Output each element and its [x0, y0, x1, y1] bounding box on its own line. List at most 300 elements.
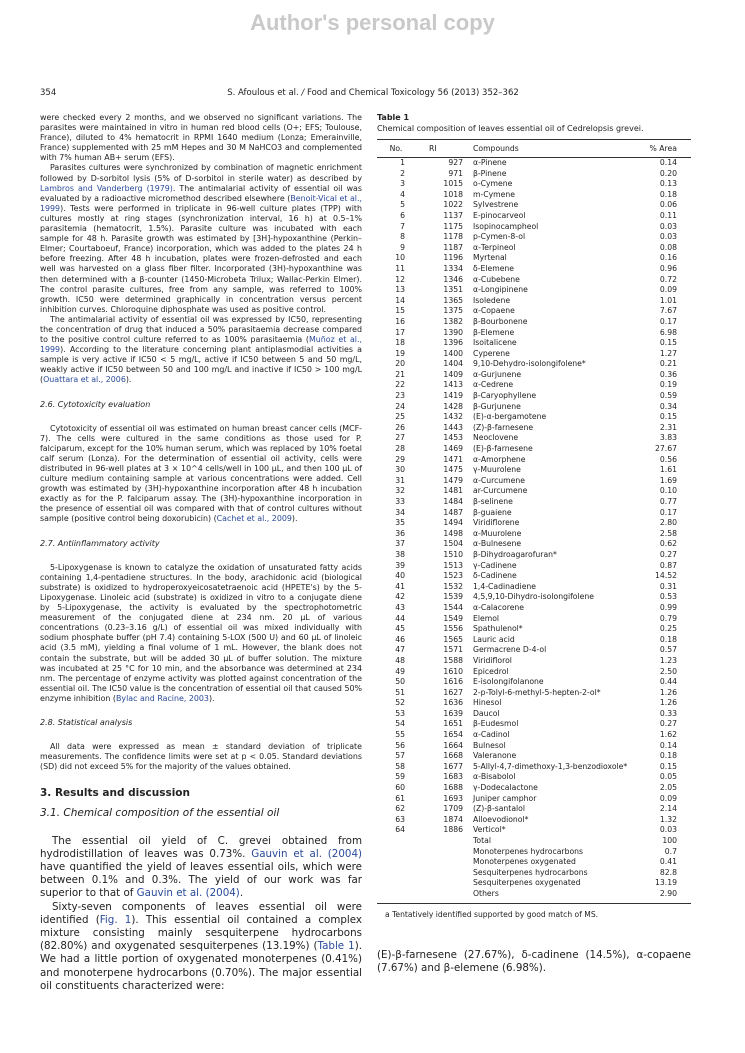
- cell-ri: 1400: [443, 348, 463, 358]
- cell-ri: 1544: [443, 602, 463, 612]
- cell-area: 0.03: [659, 232, 677, 242]
- cell-compound: α-Muurolene: [473, 528, 522, 538]
- table-row: [377, 444, 691, 455]
- cell-area: 0.14: [659, 158, 677, 167]
- cell-no: 51: [395, 687, 405, 697]
- totals-label: Total: [473, 836, 491, 845]
- table-row: [377, 211, 691, 222]
- totals-value: 82.8: [659, 867, 677, 877]
- cell-no: 4: [400, 189, 405, 199]
- cell-no: 15: [395, 306, 405, 316]
- cell-ri: 1409: [443, 369, 463, 379]
- cell-ri: 1664: [443, 740, 463, 750]
- cell-no: 5: [400, 200, 405, 210]
- cell-area: 2.80: [659, 518, 677, 528]
- cell-compound: β-guaiene: [473, 507, 512, 517]
- cell-compound: Daucol: [473, 708, 500, 718]
- cell-ri: 1651: [443, 719, 463, 729]
- cell-area: 0.53: [659, 592, 677, 602]
- cell-compound: Isoitalicene: [473, 338, 517, 348]
- cell-area: 1.27: [659, 348, 677, 358]
- table-row: [377, 264, 691, 275]
- table-rule: [377, 903, 691, 904]
- table-row: [377, 370, 691, 381]
- cell-ri: 1178: [443, 232, 463, 242]
- cell-compound: γ-Muurolene: [473, 465, 521, 475]
- cell-ri: 1443: [443, 422, 463, 432]
- table-row: [377, 285, 691, 296]
- cell-ri: 1610: [443, 666, 463, 676]
- section-heading: 3. Results and discussion: [40, 787, 190, 800]
- cell-compound: 4,5,9,10-Dihydro-isolongifolene: [473, 592, 594, 602]
- cell-no: 60: [395, 783, 405, 793]
- table-row: [377, 306, 691, 317]
- cell-ri: 1187: [443, 242, 463, 252]
- cell-empty: [423, 847, 473, 858]
- cell-compound: β-Bourbonene: [473, 316, 528, 326]
- table-link[interactable]: Table 1: [317, 940, 355, 953]
- cell-ri: 1175: [443, 221, 463, 231]
- cell-no: 27: [395, 433, 405, 443]
- table-caption: Chemical composition of leaves essential oil of Cedrelopsis grevei.: [377, 124, 644, 133]
- cell-no: 46: [395, 634, 405, 644]
- cell-ri: 1484: [443, 497, 463, 506]
- cell-ri: 1346: [443, 274, 463, 284]
- citation-link[interactable]: Ouattara et al., 2006: [43, 375, 126, 385]
- cell-compound: α-Curcumene: [473, 475, 525, 485]
- cell-area: 0.59: [659, 391, 677, 401]
- figure-link[interactable]: Fig. 1: [99, 913, 132, 926]
- cell-compound: α-Calacorene: [473, 602, 525, 612]
- cell-ri: 1419: [443, 391, 463, 401]
- cell-area: 0.96: [659, 263, 677, 273]
- citation-link[interactable]: Bylac and Racine, 2003: [116, 693, 209, 703]
- cell-ri: 1636: [443, 698, 463, 708]
- cell-compound: β-Elemene: [473, 327, 515, 337]
- paragraph: 5-Lipoxygenase is known to catalyze the oxidation of unsaturated fatty acids containing 1,4-pentadiene structures. In the body, arachidonic acid (biological substrate) is oxidized to hydroperoxyeicosatetraenoic acid (HPETE's) by the 5-Lipoxygenase. Linoleic acid (substrate) is oxidized in vitro to a conjugate diene by 5-Lipoxygenase, the activity is evaluated by the spectrophotometric measurement of the conjugated diene at 234 nm. 20 μL of various concentrations (0.23–3.16 g/L) of essential oil was mixed individually with sodium phosphate buffer (pH 7.4) containing 5-LOX (500 U) and 60 μL of linoleic acid (3.5 mM), yielding a final volume of 1 mL. However, the blank does not contain the substrate, but will be added 30 μL of buffer solution. The mixture was incubated at 25 °C for 10 min, and the absorbance was determined at 234 nm. The percentage of enzyme activity was plotted against concentration of the essential oil. The IC50 value is the concentration of essential oil that caused 50% enzyme inhibition (Bylac and Racine, 2003).: [40, 562, 362, 703]
- cell-ri: 1428: [443, 401, 463, 411]
- table-row: [377, 582, 691, 593]
- table-row: [377, 476, 691, 487]
- totals-label: Sesquiterpenes oxygenated: [473, 878, 581, 888]
- cell-compound: β-selinene: [473, 497, 513, 506]
- table-row: [377, 179, 691, 190]
- left-column: [40, 113, 362, 993]
- cell-ri: 1404: [443, 359, 463, 369]
- cell-compound: α-Terpineol: [473, 242, 516, 252]
- cell-ri: 1498: [443, 528, 463, 538]
- cell-compound: o-Cymene: [473, 179, 513, 189]
- table-row: [377, 169, 691, 180]
- cell-area: 0.08: [659, 242, 677, 252]
- cell-area: 0.19: [659, 380, 677, 390]
- table-row: [377, 677, 691, 688]
- cell-no: 32: [395, 486, 405, 496]
- cell-area: 2.58: [659, 528, 677, 538]
- cell-no: 30: [395, 465, 405, 475]
- paragraph: were checked every 2 months, and we observed no significant variations. The parasites were maintained in vitro in human red blood cells (O+; EFS; Toulouse, France), diluted to 4% hematocrit in RPMI 1640 medium (Lonza; Emerainville, France) supplemented with 25 mM Hepes and 30 M NaHCO3 and complemented with 7% human AB+ serum (EFS).: [40, 113, 362, 163]
- cell-no: 25: [395, 412, 405, 422]
- cell-compound: β-Pinene: [473, 168, 507, 178]
- section-heading: 2.7. Antiinflammatory activity: [40, 538, 160, 548]
- cell-ri: 1886: [443, 825, 463, 835]
- cell-no: 31: [395, 475, 405, 485]
- table-row: [377, 709, 691, 720]
- col-header-ri: RI: [423, 140, 473, 158]
- totals-value: 2.90: [659, 888, 677, 898]
- cell-ri: 1668: [443, 751, 463, 761]
- cell-area: 0.25: [659, 624, 677, 634]
- cell-ri: 1196: [443, 253, 463, 263]
- table-row: [377, 772, 691, 783]
- cell-compound: 5-Allyl-4,7-dimethoxy-1,3-benzodioxole*: [473, 761, 628, 771]
- cell-no: 34: [395, 507, 405, 517]
- cell-compound: α-Longipinene: [473, 285, 528, 295]
- cell-no: 48: [395, 655, 405, 665]
- cell-compound: 1,4-Cadinadiene: [473, 581, 537, 591]
- cell-empty: [377, 857, 423, 868]
- cell-compound: 9,10-Dehydro-isolongifolene*: [473, 359, 586, 369]
- citation-link[interactable]: Lambros and Vanderberg (1979): [40, 183, 173, 193]
- cell-area: 0.87: [659, 560, 677, 570]
- journal-reference: S. Afoulous et al. / Food and Chemical Toxicology 56 (2013) 352–362: [227, 88, 519, 98]
- cell-ri: 1571: [443, 645, 463, 655]
- cell-compound: Cyperene: [473, 348, 510, 358]
- table-row: [377, 667, 691, 678]
- cell-compound: Germacrene D-4-ol: [473, 645, 547, 655]
- table-row: [377, 804, 691, 815]
- cell-compound: Verticol*: [473, 825, 506, 835]
- cell-compound: Spathulenol*: [473, 624, 523, 634]
- table-row: [377, 338, 691, 349]
- cell-ri: 1479: [443, 475, 463, 485]
- section-heading: 2.8. Statistical analysis: [40, 717, 133, 727]
- cell-no: 38: [395, 549, 405, 559]
- table-row: [377, 624, 691, 635]
- cell-compound: δ-Elemene: [473, 263, 515, 273]
- cell-empty: [377, 868, 423, 879]
- cell-no: 61: [395, 793, 405, 803]
- table-row: [377, 539, 691, 550]
- cell-compound: Bulnesol: [473, 740, 506, 750]
- cell-area: 0.56: [659, 454, 677, 464]
- cell-area: 2.31: [659, 422, 677, 432]
- paragraph: Cytotoxicity of essential oil was estimated on human breast cancer cells (MCF-7). The cells were cultured in the same conditions as those used for P. falciparum, except for the 10% human serum, which was replaced by 10% foetal calf serum (Lonza). For the determination of essential oil activity, cells were distributed in 96-well plates at 3 × 10^4 cells/well in 100 μL, and then 100 μL of culture medium containing sample at various concentrations were added. Cell growth was estimated by (3H)-hypoxanthine incorporation after 48 h incubation exactly as for the P. falciparum assay. The (3H)-hypoxanthine incorporation in the presence of essential oil was compared with that of control cultures without sample (positive control being doxorubicin) (Cachet et al., 2009).: [40, 423, 362, 524]
- section-heading: 3.1. Chemical composition of the essential oil: [40, 807, 280, 820]
- totals-label: Monoterpenes hydrocarbons: [473, 846, 584, 856]
- cell-no: 10: [395, 253, 405, 263]
- cell-no: 17: [395, 327, 405, 337]
- cell-ri: 1549: [443, 613, 463, 623]
- cell-no: 47: [395, 645, 405, 655]
- table-row: [377, 317, 691, 328]
- cell-compound: Viridiflorol: [473, 655, 512, 665]
- cell-no: 57: [395, 751, 405, 761]
- cell-area: 0.33: [659, 708, 677, 718]
- col-header-no: No.: [377, 140, 423, 158]
- page-number: 354: [40, 88, 57, 98]
- table-row: [377, 349, 691, 360]
- cell-compound: α-Gurjunene: [473, 369, 522, 379]
- table-row: [377, 815, 691, 826]
- cell-area: 0.05: [659, 772, 677, 782]
- citation-link[interactable]: Muñoz et al., 1999: [40, 335, 362, 355]
- table-row: [377, 635, 691, 646]
- cell-area: 0.31: [659, 581, 677, 591]
- cell-area: 0.57: [659, 645, 677, 655]
- totals-label: Sesquiterpenes hydrocarbons: [473, 867, 588, 877]
- paragraph: The antimalarial activity of essential oil was expressed by IC50, representing the concentration of drug that induced a 50% parasitaemia decrease compared to the positive control culture referred to as 100% parasitaemia (Muñoz et al., 1999). According to the literature concerning plant antiplasmodial activities a sample is very active if IC50 < 5 mg/L, active if IC50 between 5 and 50 mg/L, weakly active if IC50 between 50 and 100 mg/L and inactive if IC50 > 100 mg/L (Ouattara et al., 2006).: [40, 314, 362, 385]
- totals-value: 0.7: [664, 846, 677, 856]
- cell-area: 0.44: [659, 677, 677, 687]
- cell-no: 9: [400, 242, 405, 252]
- totals-value: 13.19: [654, 878, 677, 888]
- table-row: [377, 614, 691, 625]
- cell-area: 14.52: [654, 571, 677, 581]
- cell-area: 2.05: [659, 783, 677, 793]
- table-row: [377, 571, 691, 582]
- cell-area: 0.18: [659, 189, 677, 199]
- table-row: [377, 412, 691, 423]
- cell-ri: 1351: [443, 285, 463, 295]
- cell-compound: (Z)-β-santalol: [473, 804, 526, 814]
- cell-ri: 1513: [443, 560, 463, 570]
- cell-area: 27.67: [654, 444, 677, 454]
- table-row: [377, 423, 691, 434]
- table-row: [377, 497, 691, 508]
- table-row: [377, 402, 691, 413]
- cell-no: 49: [395, 666, 405, 676]
- cell-area: 0.72: [659, 274, 677, 284]
- table-row: [377, 688, 691, 699]
- cell-no: 33: [395, 497, 405, 506]
- table-row: [377, 741, 691, 752]
- cell-compound: α-Pinene: [473, 158, 507, 167]
- cell-empty: [377, 836, 423, 847]
- cell-no: 12: [395, 274, 405, 284]
- cell-empty: [377, 889, 423, 900]
- cell-area: 0.79: [659, 613, 677, 623]
- table-row: [377, 222, 691, 233]
- cell-compound: α-Copaene: [473, 306, 515, 316]
- cell-ri: 1693: [443, 793, 463, 803]
- cell-empty: [423, 836, 473, 847]
- cell-ri: 1022: [443, 200, 463, 210]
- cell-compound: E-isolongifolanone: [473, 677, 544, 687]
- cell-area: 0.21: [659, 359, 677, 369]
- table-row: [377, 253, 691, 264]
- cell-compound: (Z)-β-farnesene: [473, 422, 534, 432]
- cell-compound: γ-Cadinene: [473, 560, 517, 570]
- cell-ri: 1510: [443, 549, 463, 559]
- citation-link[interactable]: Gauvin et al. (2004): [251, 847, 363, 860]
- cell-no: 29: [395, 454, 405, 464]
- cell-ri: 1709: [443, 804, 463, 814]
- table-row: [377, 794, 691, 805]
- citation-link[interactable]: Cachet et al., 2009: [216, 514, 292, 524]
- cell-no: 24: [395, 401, 405, 411]
- paragraph: The essential oil yield of C. grevei obtained from hydrodistillation of leaves was 0.73%. Gauvin et al. (2004) have quantified the yield of leaves essential oils, which were between 0.1% and 0.3%. The yield of our work was far superior to that of Gauvin et al. (2004).: [40, 834, 363, 900]
- table-row: [377, 762, 691, 773]
- cell-ri: 971: [448, 168, 463, 178]
- cell-no: 7: [400, 221, 405, 231]
- table-row: [377, 200, 691, 211]
- citation-link[interactable]: Benoit-Vical et al., 1999: [40, 193, 363, 213]
- cell-no: 23: [395, 391, 405, 401]
- cell-area: 1.26: [659, 698, 677, 708]
- cell-no: 39: [395, 560, 405, 570]
- cell-no: 1: [400, 158, 405, 167]
- cell-area: 0.77: [659, 497, 677, 506]
- table-row: [377, 391, 691, 402]
- cell-area: 0.99: [659, 602, 677, 612]
- cell-empty: [423, 868, 473, 879]
- cell-ri: 1627: [443, 687, 463, 697]
- cell-compound: Alloevodionol*: [473, 814, 529, 824]
- table-row: [377, 158, 691, 169]
- cell-no: 14: [395, 295, 405, 305]
- cell-compound: Viridiflorene: [473, 518, 520, 528]
- cell-no: 53: [395, 708, 405, 718]
- cell-compound: ar-Curcumene: [473, 486, 528, 496]
- cell-compound: Valeranone: [473, 751, 517, 761]
- cell-area: 0.20: [659, 168, 677, 178]
- cell-no: 58: [395, 761, 405, 771]
- cell-area: 1.69: [659, 475, 677, 485]
- cell-ri: 1018: [443, 189, 463, 199]
- authors: S. Afoulous et al.: [227, 88, 299, 98]
- cell-no: 18: [395, 338, 405, 348]
- cell-compound: (E)-α-bergamotene: [473, 412, 547, 422]
- cell-area: 6.98: [659, 327, 677, 337]
- cell-area: 0.06: [659, 200, 677, 210]
- cell-no: 11: [395, 263, 405, 273]
- cell-ri: 1565: [443, 634, 463, 644]
- table-row: [377, 751, 691, 762]
- table-row: [377, 719, 691, 730]
- cell-area: 1.26: [659, 687, 677, 697]
- cell-no: 26: [395, 422, 405, 432]
- cell-ri: 1396: [443, 338, 463, 348]
- cell-compound: β-Gurjunene: [473, 401, 521, 411]
- cell-area: 0.11: [659, 210, 677, 220]
- cell-compound: Hinesol: [473, 698, 502, 708]
- cell-ri: 1432: [443, 412, 463, 422]
- cell-empty: [377, 878, 423, 889]
- totals-label: Others: [473, 888, 499, 898]
- section-heading: 2.6. Cytotoxicity evaluation: [40, 399, 151, 409]
- cell-compound: E-pinocarveol: [473, 210, 526, 220]
- cell-no: 28: [395, 444, 405, 454]
- cell-area: 7.67: [659, 306, 677, 316]
- cell-no: 13: [395, 285, 405, 295]
- cell-area: 1.01: [659, 295, 677, 305]
- cell-area: 0.36: [659, 369, 677, 379]
- cell-area: 0.15: [659, 412, 677, 422]
- cell-area: 2.14: [659, 804, 677, 814]
- table-row: [377, 328, 691, 339]
- table-row: [377, 592, 691, 603]
- cell-compound: α-Amorphene: [473, 454, 526, 464]
- cell-no: 21: [395, 369, 405, 379]
- cell-area: 0.03: [659, 221, 677, 231]
- cell-compound: Elemol: [473, 613, 500, 623]
- watermark: Author's personal copy: [250, 10, 495, 35]
- paragraph: All data were expressed as mean ± standard deviation of triplicate measurements. The confidence limits were set at p < 0.05. Standard deviations (SD) did not exceed 5% for the majority of the values obtained.: [40, 742, 362, 772]
- cell-empty: [423, 878, 473, 889]
- cell-area: 0.14: [659, 740, 677, 750]
- cell-no: 64: [395, 825, 405, 835]
- table-row: [377, 561, 691, 572]
- cell-area: 0.09: [659, 793, 677, 803]
- cell-area: 0.15: [659, 338, 677, 348]
- table-row: [377, 730, 691, 741]
- cell-ri: 1539: [443, 592, 463, 602]
- cell-no: 19: [395, 348, 405, 358]
- cell-area: 0.18: [659, 634, 677, 644]
- table-row: [377, 243, 691, 254]
- table-footnote: a Tentatively identified supported by good match of MS.: [385, 909, 599, 919]
- cell-ri: 1382: [443, 316, 463, 326]
- cell-no: 44: [395, 613, 405, 623]
- table-row: [377, 698, 691, 709]
- table-row: [377, 825, 691, 836]
- table-row: [377, 433, 691, 444]
- cell-compound: Myrtenal: [473, 253, 507, 263]
- table-row: [377, 550, 691, 561]
- totals-row: [377, 857, 691, 868]
- cell-compound: β-Dihydroagarofuran*: [473, 549, 557, 559]
- cell-compound: Neoclovene: [473, 433, 519, 443]
- totals-row: [377, 868, 691, 879]
- cell-compound: (E)-β-farnesene: [473, 444, 533, 454]
- cell-area: 0.16: [659, 253, 677, 263]
- totals-value: 0.41: [659, 857, 677, 867]
- cell-area: 0.34: [659, 401, 677, 411]
- cell-no: 43: [395, 602, 405, 612]
- cell-ri: 1677: [443, 761, 463, 771]
- cell-no: 40: [395, 571, 405, 581]
- cell-no: 37: [395, 539, 405, 549]
- journal-name: Food and Chemical Toxicology 56 (2013) 352–362: [307, 88, 519, 98]
- table-row: [377, 656, 691, 667]
- cell-ri: 1137: [443, 210, 463, 220]
- cell-area: 0.17: [659, 507, 677, 517]
- cell-no: 20: [395, 359, 405, 369]
- cell-compound: α-Cedrene: [473, 380, 514, 390]
- cell-ri: 1334: [443, 263, 463, 273]
- cell-no: 6: [400, 210, 405, 220]
- cell-no: 36: [395, 528, 405, 538]
- cell-ri: 1494: [443, 518, 463, 528]
- cell-no: 2: [400, 168, 405, 178]
- table-row: [377, 783, 691, 794]
- citation-link[interactable]: Gauvin et al. (2004): [136, 887, 240, 900]
- table-row: [377, 275, 691, 286]
- cell-area: 2.50: [659, 666, 677, 676]
- cell-empty: [423, 857, 473, 868]
- cell-no: 35: [395, 518, 405, 528]
- table-row: [377, 296, 691, 307]
- cell-ri: 1015: [443, 179, 463, 189]
- cell-ri: 1504: [443, 539, 463, 549]
- cell-no: 62: [395, 804, 405, 814]
- paragraph: Parasites cultures were synchronized by combination of magnetic enrichment followed by D-sorbitol lysis (5% of D-sorbitol in sterile water) as described by Lambros and Vanderberg (1979). The antimalarial activity of essential oil was evaluated by a radioactive micromethod described elsewhere (Benoit-Vical et al., 1999). Tests were performed in triplicate in 96-well culture plates (TPP) with cultures mostly at ring stages (synchronization interval, 16 h) at 0.5–1% parasitemia (hematocrit, 1.5%). Parasite culture was incubated with each sample for 48 h. Parasite growth was estimated by [3H]-hypoxanthine (Perkin–Elmer; Courtaboeuf, France) incorporation, which was added to the plates 24 h before freezing. After 48 h incubation, plates were frozen-defrosted and each well was harvested on a glass fiber filter. Incorporated (3H)-hypoxanthine was then determined with a β-counter (1450-Microbeta Trilux; Wallac-Perkin Elmer). The control parasite cultures, free from any sample, was referred to 100% growth. IC50 were determined graphically in concentration versus percent inhibition curves. Chloroquine diphosphate was used as positive control.: [40, 163, 363, 314]
- cell-no: 59: [395, 772, 405, 782]
- table-row: [377, 603, 691, 614]
- cell-ri: 1471: [443, 454, 463, 464]
- cell-compound: p-Cymen-8-ol: [473, 232, 526, 242]
